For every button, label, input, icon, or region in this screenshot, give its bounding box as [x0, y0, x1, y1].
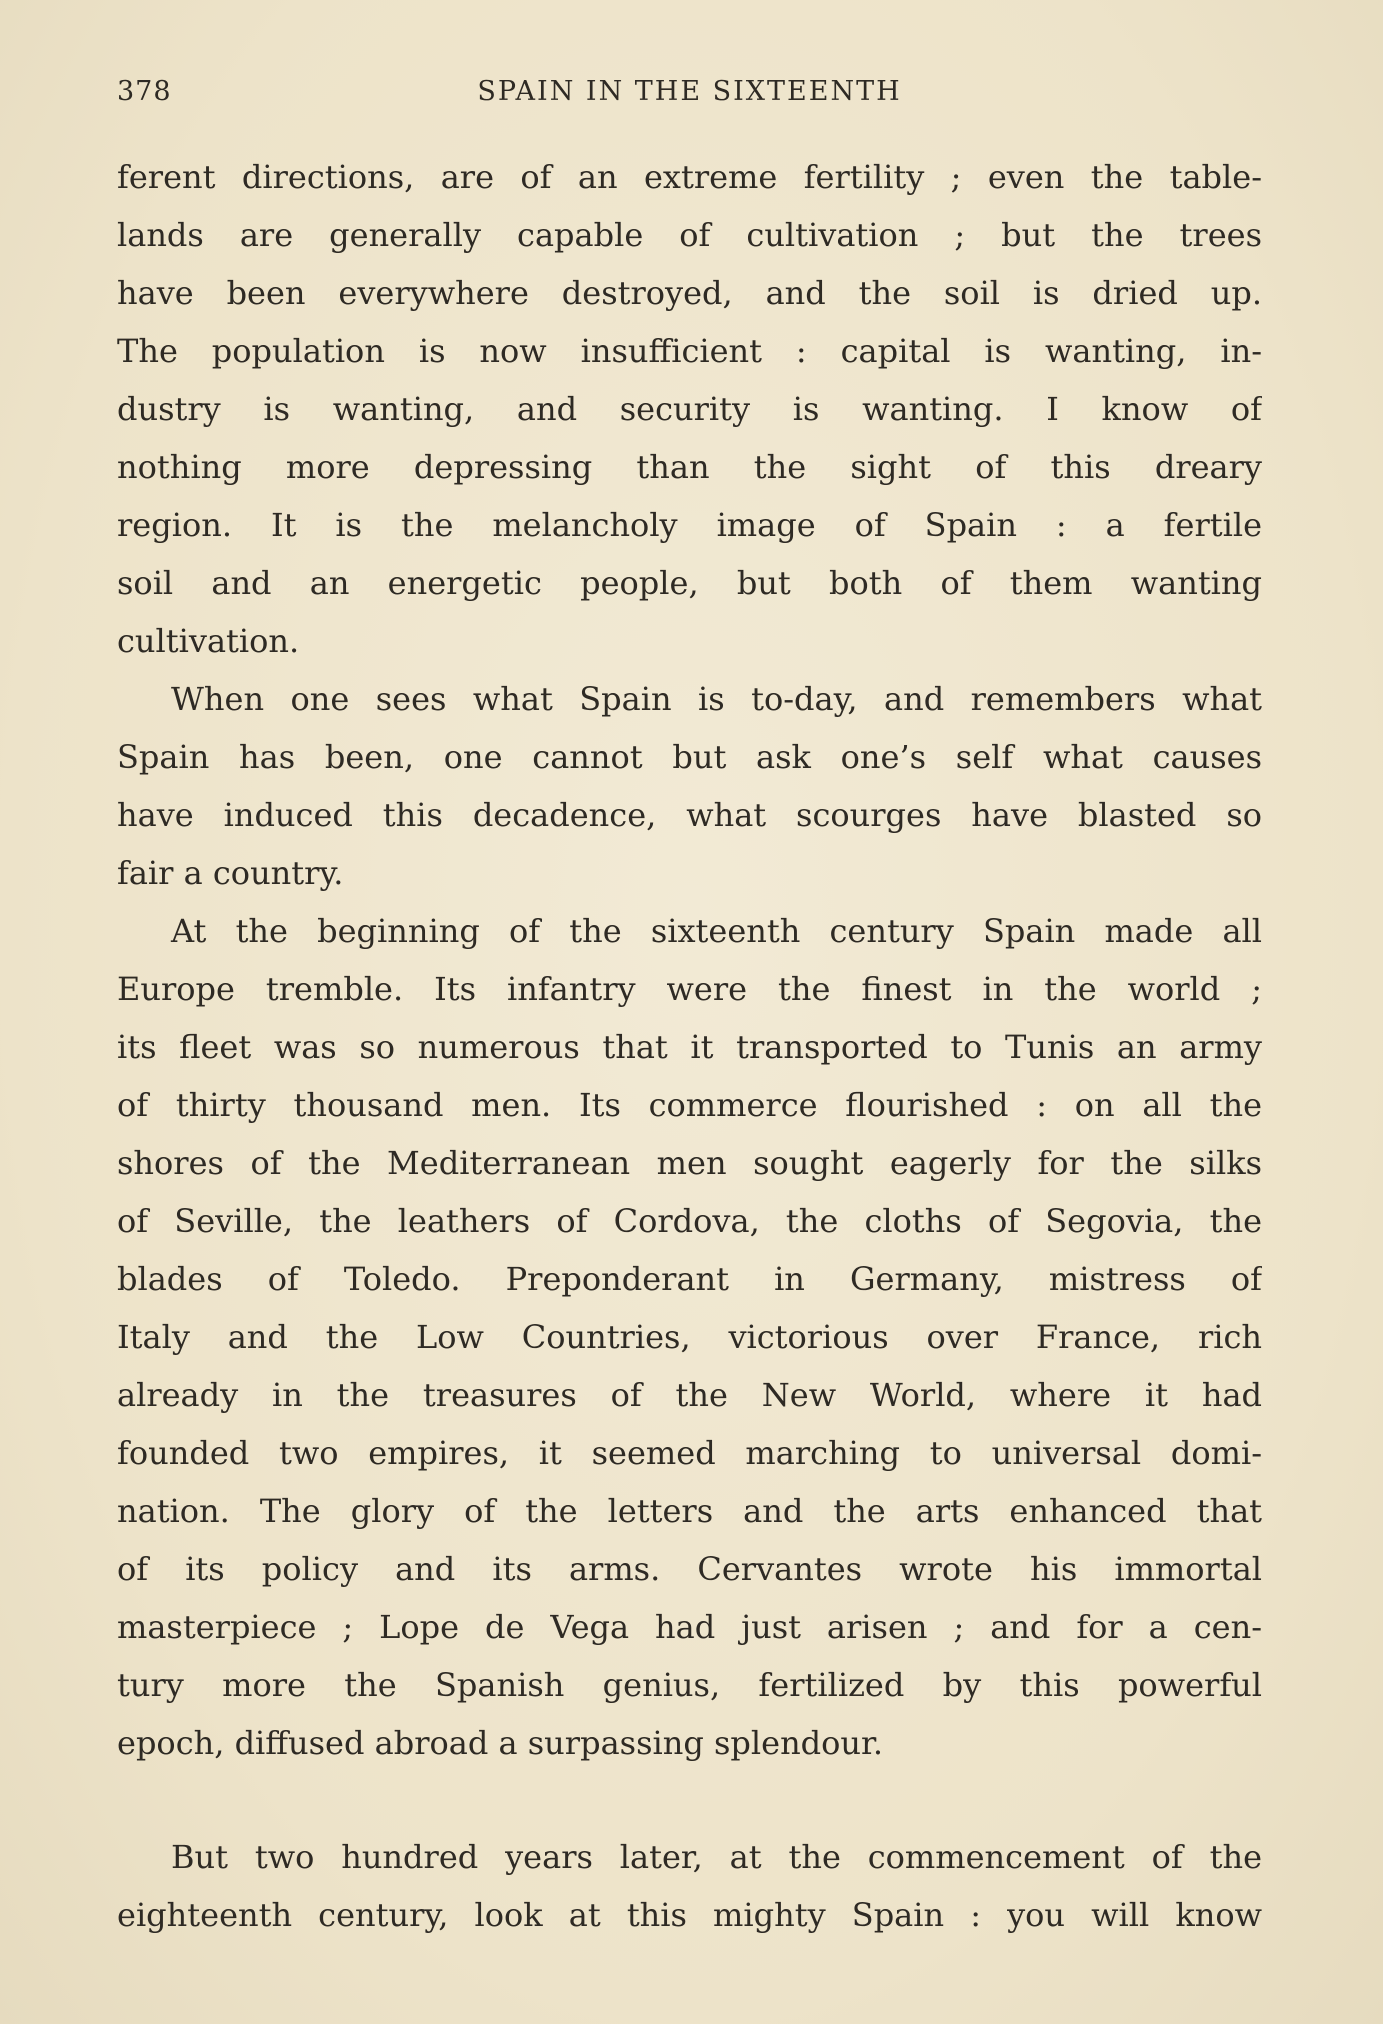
text-line: tury more the Spanish genius, fertilized by this powerful [117, 1666, 1262, 1704]
paragraph [117, 1828, 1262, 1944]
text-line: have induced this decadence, what scourges have blasted so [117, 796, 1262, 834]
paragraph-gap [117, 1772, 1262, 1828]
text-line: dustry is wanting, and security is wanting. I know of [117, 390, 1262, 428]
text-line: region. It is the melancholy image of Spain : a fertile [117, 506, 1262, 544]
text-line: At the beginning of the sixteenth century Spain made all [171, 912, 1262, 950]
text-line: its fleet was so numerous that it transported to Tunis an army [117, 1028, 1262, 1066]
text-line: lands are generally capable of cultivation ; but the trees [117, 216, 1262, 254]
text-line: Italy and the Low Countries, victorious over France, rich [117, 1318, 1262, 1356]
text-line: of thirty thousand men. Its commerce flourished : on all the [117, 1086, 1262, 1124]
text-line: ferent directions, are of an extreme fertility ; even the table- [117, 158, 1262, 196]
text-line: founded two empires, it seemed marching to universal domi- [117, 1434, 1262, 1472]
text-line: have been everywhere destroyed, and the soil is dried up. [117, 274, 1262, 312]
body-text [117, 148, 1262, 1944]
text-line: already in the treasures of the New World, where it had [117, 1376, 1262, 1414]
text-line: blades of Toledo. Preponderant in Germany, mistress of [117, 1260, 1262, 1298]
text-line: shores of the Mediterranean men sought eagerly for the silks [117, 1144, 1262, 1182]
page-header [117, 76, 1262, 116]
text-line: Spain has been, one cannot but ask one’s self what causes [117, 738, 1262, 776]
text-line: Europe tremble. Its infantry were the finest in the world ; [117, 970, 1262, 1008]
paragraph [117, 670, 1262, 902]
text-line: of Seville, the leathers of Cordova, the cloths of Segovia, the [117, 1202, 1262, 1240]
text-line: cultivation. [117, 622, 300, 660]
text-line: soil and an energetic people, but both of them wanting [117, 564, 1262, 602]
text-line: But two hundred years later, at the commencement of the [171, 1838, 1262, 1876]
paragraph [117, 148, 1262, 670]
paragraph [117, 902, 1262, 1772]
text-line: epoch, diffused abroad a surpassing splendour. [117, 1724, 883, 1762]
text-line: fair a country. [117, 854, 344, 892]
text-line: eighteenth century, look at this mighty Spain : you will know [117, 1896, 1262, 1934]
text-line: nation. The glory of the letters and the arts enhanced that [117, 1492, 1262, 1530]
text-line: masterpiece ; Lope de Vega had just arisen ; and for a cen- [117, 1608, 1262, 1646]
text-line: nothing more depressing than the sight of this dreary [117, 448, 1262, 486]
text-line: of its policy and its arms. Cervantes wrote his immortal [117, 1550, 1262, 1588]
running-head: SPAIN IN THE SIXTEENTH [477, 76, 902, 107]
page-number: 378 [117, 76, 172, 107]
text-line: The population is now insufficient : capital is wanting, in- [117, 332, 1262, 370]
text-line: When one sees what Spain is to-day, and remembers what [171, 680, 1262, 718]
